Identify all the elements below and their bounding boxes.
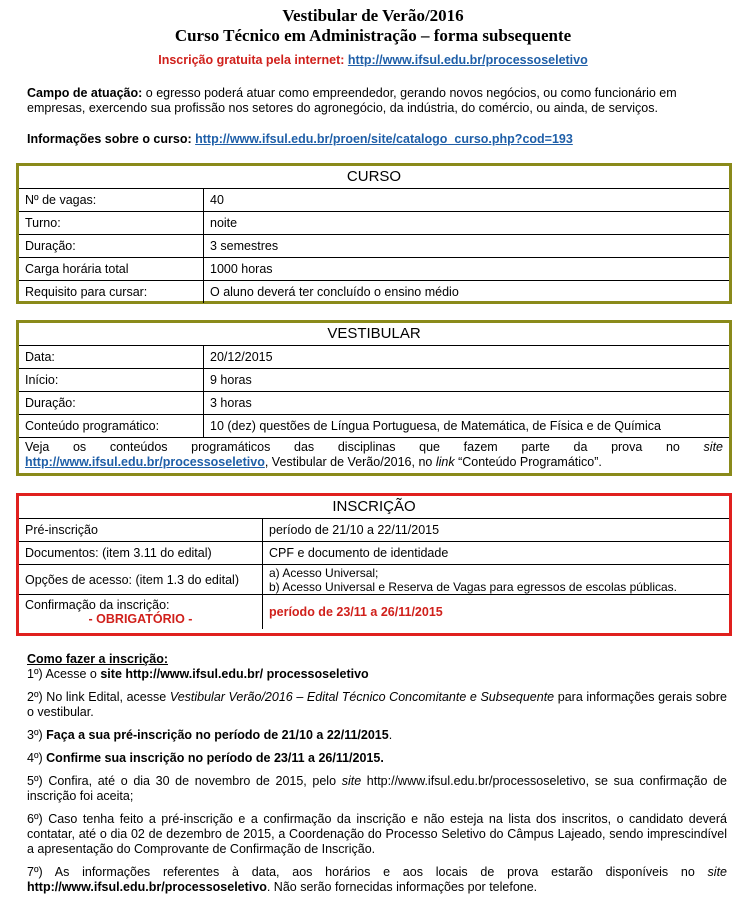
- vestibular-table: [19, 346, 729, 437]
- row-label: Data:: [19, 346, 204, 369]
- signup-link[interactable]: http://www.ifsul.edu.br/processoseletivo: [347, 53, 588, 67]
- row-label: Duração:: [19, 392, 204, 415]
- note-link[interactable]: http://www.ifsul.edu.br/processoseletivo: [25, 455, 265, 469]
- note-link-word: link: [435, 455, 455, 469]
- vestibular-note: [19, 437, 729, 472]
- step-italic: site: [341, 774, 362, 788]
- course-info-link[interactable]: http://www.ifsul.edu.br/proen/site/catalogo_curso.php?cod=193: [195, 132, 573, 146]
- step-italic: site: [707, 865, 727, 879]
- curso-box: [16, 163, 732, 304]
- step-2: [27, 690, 727, 720]
- step-text: 3º): [27, 728, 47, 742]
- row-value: 40: [210, 193, 224, 207]
- step-text: 4º): [27, 751, 47, 765]
- row-label: Pré-inscrição: [19, 519, 263, 542]
- table-row: [19, 258, 729, 281]
- campo-atuacao: [27, 86, 727, 116]
- row-value: período de 21/10 a 22/11/2015: [269, 523, 440, 537]
- note-site-word: site: [703, 440, 723, 454]
- table-row: [19, 542, 729, 565]
- row-label: Conteúdo programático:: [19, 415, 204, 438]
- how-to-section: [27, 652, 727, 895]
- step-text: . Não serão fornecidas informações por telefone.: [266, 880, 538, 894]
- step-3: [27, 728, 727, 743]
- table-row: [19, 346, 729, 369]
- row-value: O aluno deverá ter concluído o ensino médio: [204, 281, 730, 304]
- signup-label: Inscrição gratuita pela internet:: [158, 53, 345, 67]
- row-label: Requisito para cursar:: [19, 281, 204, 304]
- step-7: [27, 865, 727, 895]
- step-6: 6º) Caso tenha feito a pré-inscrição e a confirmação da inscrição e não esteja na lista dos inscritos, o candidato deverá contatar, até o dia 02 de dezembro de 2015, a Coordenação do Processo Seletivo do Câmpus Lajeado, sendo imprescindível a apresentação do Comprovante de Confirmação de Inscrição.: [27, 812, 727, 856]
- curso-heading: CURSO: [19, 166, 729, 189]
- step-text: 5º) Confira, até o dia 30 de novembro de 2015, pelo: [27, 774, 342, 788]
- step-bold: http://www.ifsul.edu.br/processoseletivo: [27, 880, 267, 894]
- row-value: 9 horas: [204, 369, 730, 392]
- table-row: [19, 392, 729, 415]
- row-value: CPF e documento de identidade: [263, 542, 730, 565]
- table-row: [19, 595, 729, 630]
- signup-line: [0, 53, 746, 67]
- inscricao-table: [19, 519, 729, 629]
- row-value: 10 (dez) questões de Língua Portuguesa, de Matemática, de Física e de Química: [204, 415, 730, 438]
- step-5: [27, 774, 727, 804]
- step-text: 1º) Acesse o: [27, 667, 101, 681]
- row-value: 1000 horas: [204, 258, 730, 281]
- opcao-a: a) Acesso Universal;: [269, 565, 379, 580]
- row-label: Opções de acesso: (item 1.3 do edital): [19, 565, 263, 595]
- table-row: [19, 189, 729, 212]
- row-value: 20/12/2015: [210, 350, 273, 364]
- step-1: [27, 667, 727, 682]
- confirmacao-label: Confirmação da inscrição:: [25, 598, 170, 612]
- row-value: 3 horas: [204, 392, 730, 415]
- row-value: noite: [204, 212, 730, 235]
- row-value: período de 23/11 a 26/11/2015: [263, 595, 730, 630]
- row-label: Duração:: [19, 235, 204, 258]
- step-bold: site http://www.ifsul.edu.br/ processoseletivo: [100, 667, 369, 681]
- table-row: [19, 235, 729, 258]
- table-row: [19, 415, 729, 438]
- note-text: “Conteúdo Programático”.: [454, 455, 602, 469]
- row-label: Documentos: (item 3.11 do edital): [19, 542, 263, 565]
- vestibular-box: [16, 320, 732, 476]
- step-text: para informações gerais sobre o vestibular.: [27, 690, 727, 719]
- step-text: 7º) As informações referentes à data, aos horários e aos locais de prova estarão disponíveis no: [27, 865, 708, 879]
- obrigatorio-badge: - OBRIGATÓRIO -: [88, 612, 193, 626]
- row-label: Turno:: [19, 212, 204, 235]
- opcao-b: b) Acesso Universal e Reserva de Vagas para egressos de escolas públicas.: [269, 579, 677, 594]
- row-value: 3 semestres: [204, 235, 730, 258]
- document-subtitle: Curso Técnico em Administração – forma subsequente: [174, 26, 572, 45]
- step-bold: Faça a sua pré-inscrição no período de 21/10 a 22/11/2015: [46, 728, 389, 742]
- note-text: , Vestibular de Verão/2016, no: [264, 455, 436, 469]
- step-text: 2º) No link Edital, acesse: [27, 690, 170, 704]
- curso-table: [19, 189, 729, 303]
- course-info-label: Informações sobre o curso:: [27, 132, 192, 146]
- campo-label: Campo de atuação:: [27, 86, 143, 100]
- course-info: [27, 132, 727, 147]
- inscricao-heading: INSCRIÇÃO: [19, 496, 729, 519]
- row-label: Carga horária total: [19, 258, 204, 281]
- note-text: Veja os conteúdos programáticos das disciplinas que fazem parte da prova no: [25, 440, 704, 454]
- row-value: [263, 565, 730, 595]
- step-4: [27, 751, 727, 766]
- step-italic: Vestibular Verão/2016 – Edital Técnico Concomitante e Subsequente: [169, 690, 555, 704]
- step-text: .: [388, 728, 393, 742]
- row-label: Nº de vagas:: [19, 189, 204, 212]
- document-title: Vestibular de Verão/2016: [282, 6, 464, 25]
- step-bold: Confirme sua inscrição no período de 23/11 a 26/11/2015.: [46, 751, 384, 765]
- table-row: [19, 519, 729, 542]
- campo-text: o egresso poderá atuar como empreendedor, gerando novos negócios, ou como funcionário em empresas, exercendo sua profissão nos setores do agronegócio, da indústria, do comércio, ou ainda, de serviços.: [27, 86, 677, 115]
- step-text: http://www.ifsul.edu.br/processoseletivo, se sua confirmação de inscrição foi aceita;: [27, 774, 727, 803]
- how-to-heading: Como fazer a inscrição:: [27, 652, 169, 666]
- table-row: [19, 212, 729, 235]
- row-label: [19, 595, 263, 630]
- inscricao-box: [16, 493, 732, 636]
- vestibular-heading: VESTIBULAR: [19, 323, 729, 346]
- table-row: [19, 565, 729, 595]
- row-label: Início:: [19, 369, 204, 392]
- table-row: [19, 281, 729, 304]
- table-row: [19, 369, 729, 392]
